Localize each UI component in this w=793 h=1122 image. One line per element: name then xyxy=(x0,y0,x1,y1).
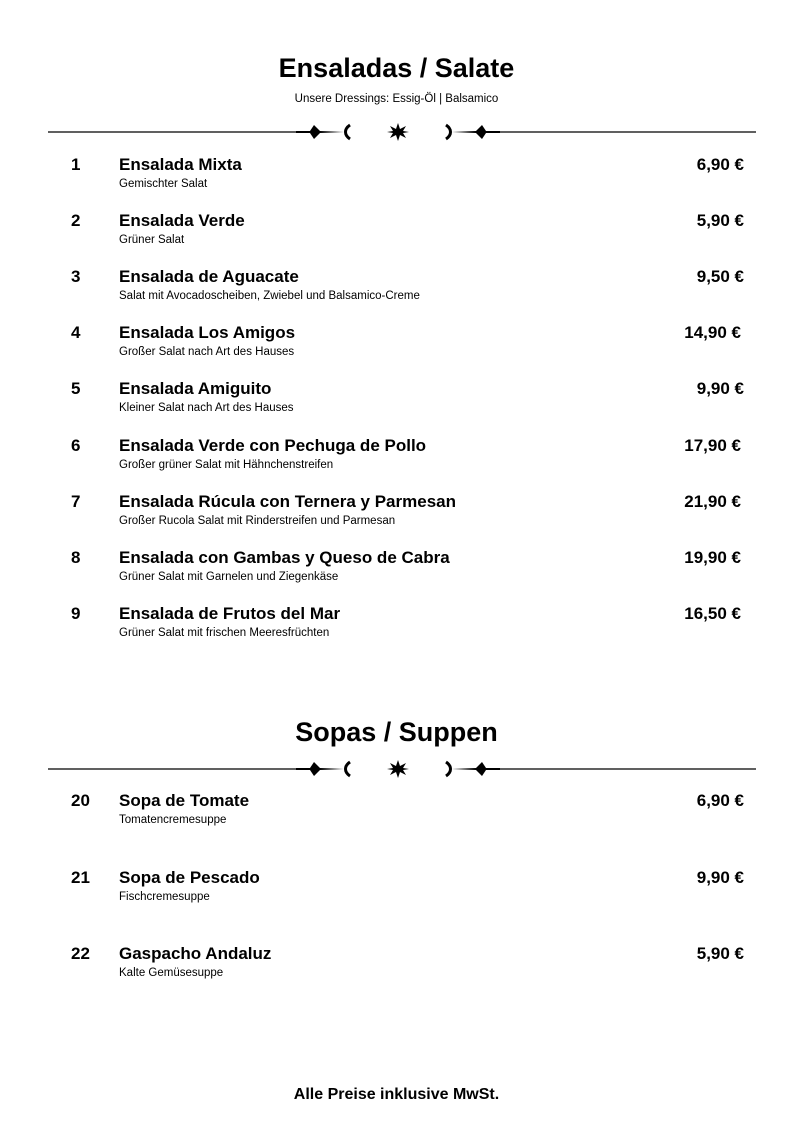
item-name: Ensalada con Gambas y Queso de Cabra xyxy=(119,548,450,567)
vat-note: Alle Preise inklusive MwSt. xyxy=(293,1086,500,1103)
item-name: Ensalada de Frutos del Mar xyxy=(119,604,341,623)
item-number: 21 xyxy=(71,868,90,887)
menu-item xyxy=(0,548,793,594)
item-price: 5,90 € xyxy=(696,211,744,230)
menu-item xyxy=(0,604,793,650)
item-number: 3 xyxy=(71,267,81,286)
menu-item xyxy=(0,436,793,482)
item-price: 6,90 € xyxy=(696,791,744,810)
item-description: Kalte Gemüsesuppe xyxy=(119,967,224,979)
item-description: Großer grüner Salat mit Hähnchenstreifen xyxy=(119,459,334,471)
item-description: Großer Rucola Salat mit Rinderstreifen und Parmesan xyxy=(119,515,396,527)
soups-title: Sopas / Suppen xyxy=(295,717,498,747)
menu-item xyxy=(0,791,793,837)
menu-item xyxy=(0,868,793,914)
item-number: 22 xyxy=(71,944,90,963)
item-description: Kleiner Salat nach Art des Hauses xyxy=(119,402,294,414)
menu-item xyxy=(0,155,793,201)
item-price: 17,90 € xyxy=(684,436,741,455)
item-price: 6,90 € xyxy=(696,155,744,174)
item-number: 8 xyxy=(71,548,81,567)
item-number: 2 xyxy=(71,211,81,230)
salads-subtitle: Unsere Dressings: Essig-Öl | Balsamico xyxy=(294,93,499,105)
item-name: Gaspacho Andaluz xyxy=(119,944,272,963)
item-price: 9,90 € xyxy=(696,868,744,887)
item-description: Salat mit Avocadoscheiben, Zwiebel und Balsamico-Creme xyxy=(119,290,420,302)
menu-item xyxy=(0,211,793,257)
item-price: 16,50 € xyxy=(684,604,741,623)
item-name: Ensalada Mixta xyxy=(119,155,242,174)
item-name: Ensalada Verde xyxy=(119,211,245,230)
ornamental-divider xyxy=(48,757,756,781)
item-number: 9 xyxy=(71,604,81,623)
item-price: 9,90 € xyxy=(696,379,744,398)
star-icon xyxy=(387,123,409,141)
item-number: 20 xyxy=(71,791,90,810)
item-name: Sopa de Pescado xyxy=(119,868,260,887)
menu-item xyxy=(0,267,793,313)
item-name: Ensalada Verde con Pechuga de Pollo xyxy=(119,436,427,455)
menu-item xyxy=(0,944,793,990)
item-description: Tomatencremesuppe xyxy=(119,814,227,826)
item-name: Ensalada Los Amigos xyxy=(119,323,296,342)
item-description: Grüner Salat mit Garnelen und Ziegenkäse xyxy=(119,571,339,583)
item-price: 5,90 € xyxy=(696,944,744,963)
ornamental-divider xyxy=(48,120,756,144)
star-icon xyxy=(387,760,409,778)
item-price: 9,50 € xyxy=(696,267,744,286)
item-description: Fischcremesuppe xyxy=(119,891,210,903)
item-description: Grüner Salat mit frischen Meeresfrüchten xyxy=(119,627,330,639)
item-name: Ensalada de Aguacate xyxy=(119,267,299,286)
item-description: Großer Salat nach Art des Hauses xyxy=(119,346,295,358)
item-price: 21,90 € xyxy=(684,492,741,511)
item-number: 5 xyxy=(71,379,81,398)
item-name: Ensalada Amiguito xyxy=(119,379,272,398)
item-description: Gemischter Salat xyxy=(119,178,208,190)
menu-item xyxy=(0,379,793,425)
menu-item xyxy=(0,492,793,538)
salads-title: Ensaladas / Salate xyxy=(278,53,515,83)
menu-item xyxy=(0,323,793,369)
item-description: Grüner Salat xyxy=(119,234,185,246)
item-number: 1 xyxy=(71,155,81,174)
item-name: Sopa de Tomate xyxy=(119,791,250,810)
item-number: 6 xyxy=(71,436,81,455)
item-price: 19,90 € xyxy=(684,548,741,567)
item-name: Ensalada Rúcula con Ternera y Parmesan xyxy=(119,492,456,511)
item-price: 14,90 € xyxy=(684,323,741,342)
item-number: 7 xyxy=(71,492,81,511)
item-number: 4 xyxy=(71,323,81,342)
